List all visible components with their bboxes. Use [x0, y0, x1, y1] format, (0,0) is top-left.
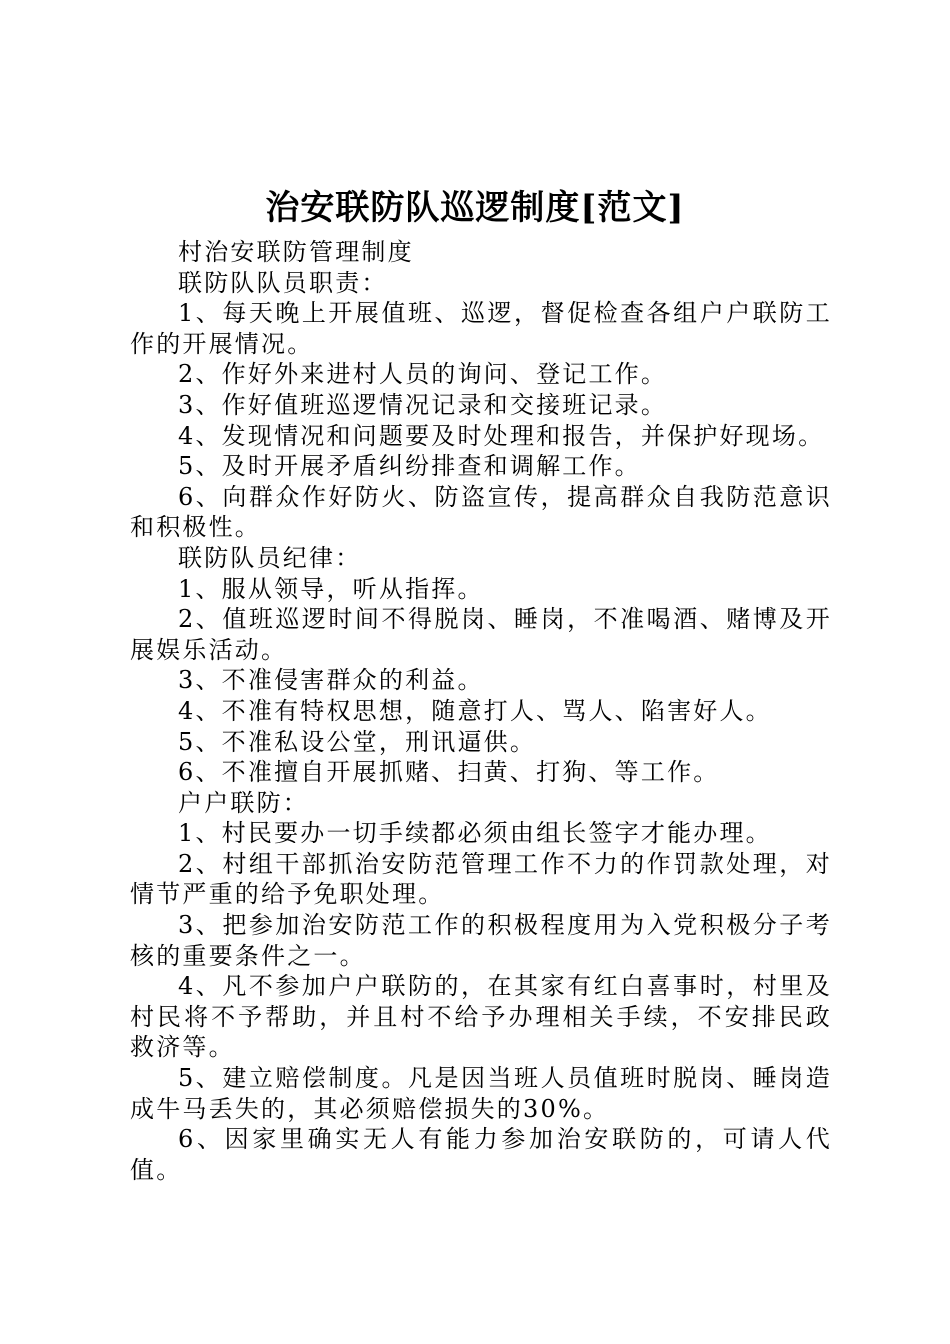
section-heading-duties: 联防队队员职责：	[178, 268, 388, 297]
body-paragraph: 4、不准有特权思想，随意打人、骂人、陷害好人。	[178, 696, 772, 725]
section-heading-household: 户户联防：	[178, 788, 309, 817]
body-paragraph: 1、每天晚上开展值班、巡逻，督促检查各组户户联防工作的开展情况。	[130, 299, 832, 358]
body-paragraph: 2、作好外来进村人员的询问、登记工作。	[178, 360, 668, 389]
body-paragraph: 3、不准侵害群众的利益。	[178, 666, 484, 695]
document-title: 治安联防队巡逻制度[范文]	[265, 188, 685, 228]
body-paragraph: 4、凡不参加户户联防的，在其家有红白喜事时，村里及村民将不予帮助，并且村不给予办理相关手续，不安排民政救济等。	[130, 972, 832, 1062]
body-paragraph: 5、及时开展矛盾纠纷排查和调解工作。	[178, 452, 641, 481]
body-paragraph: 2、村组干部抓治安防范管理工作不力的作罚款处理，对情节严重的给予免职处理。	[130, 849, 832, 909]
body-paragraph: 3、作好值班巡逻情况记录和交接班记录。	[178, 390, 668, 419]
body-paragraph: 5、建立赔偿制度。凡是因当班人员值班时脱岗、睡岗造成牛马丢失的，其必须赔偿损失的30%。	[130, 1064, 832, 1123]
section-heading-discipline: 联防队员纪律：	[178, 543, 362, 572]
body-paragraph: 2、值班巡逻时间不得脱岗、睡岗，不准喝酒、赌博及开展娱乐活动。	[130, 605, 832, 664]
body-paragraph: 1、服从领导，听从指挥。	[178, 574, 484, 603]
body-paragraph: 村治安联防管理制度	[178, 238, 414, 266]
body-paragraph: 5、不准私设公堂，刑讯逼供。	[178, 727, 537, 756]
body-paragraph: 4、发现情况和问题要及时处理和报告，并保护好现场。	[178, 421, 825, 450]
document-body	[130, 237, 832, 1185]
body-paragraph: 6、不准擅自开展抓赌、扫黄、打狗、等工作。	[178, 758, 720, 787]
body-paragraph: 1、村民要办一切手续都必须由组长签字才能办理。	[178, 819, 772, 848]
body-paragraph: 6、向群众作好防火、防盗宣传，提高群众自我防范意识和积极性。	[130, 482, 832, 542]
body-paragraph: 3、把参加治安防范工作的积极程度用为入党积极分子考核的重要条件之一。	[130, 911, 832, 970]
body-paragraph: 6、因家里确实无人有能力参加治安联防的，可请人代值。	[130, 1125, 832, 1184]
